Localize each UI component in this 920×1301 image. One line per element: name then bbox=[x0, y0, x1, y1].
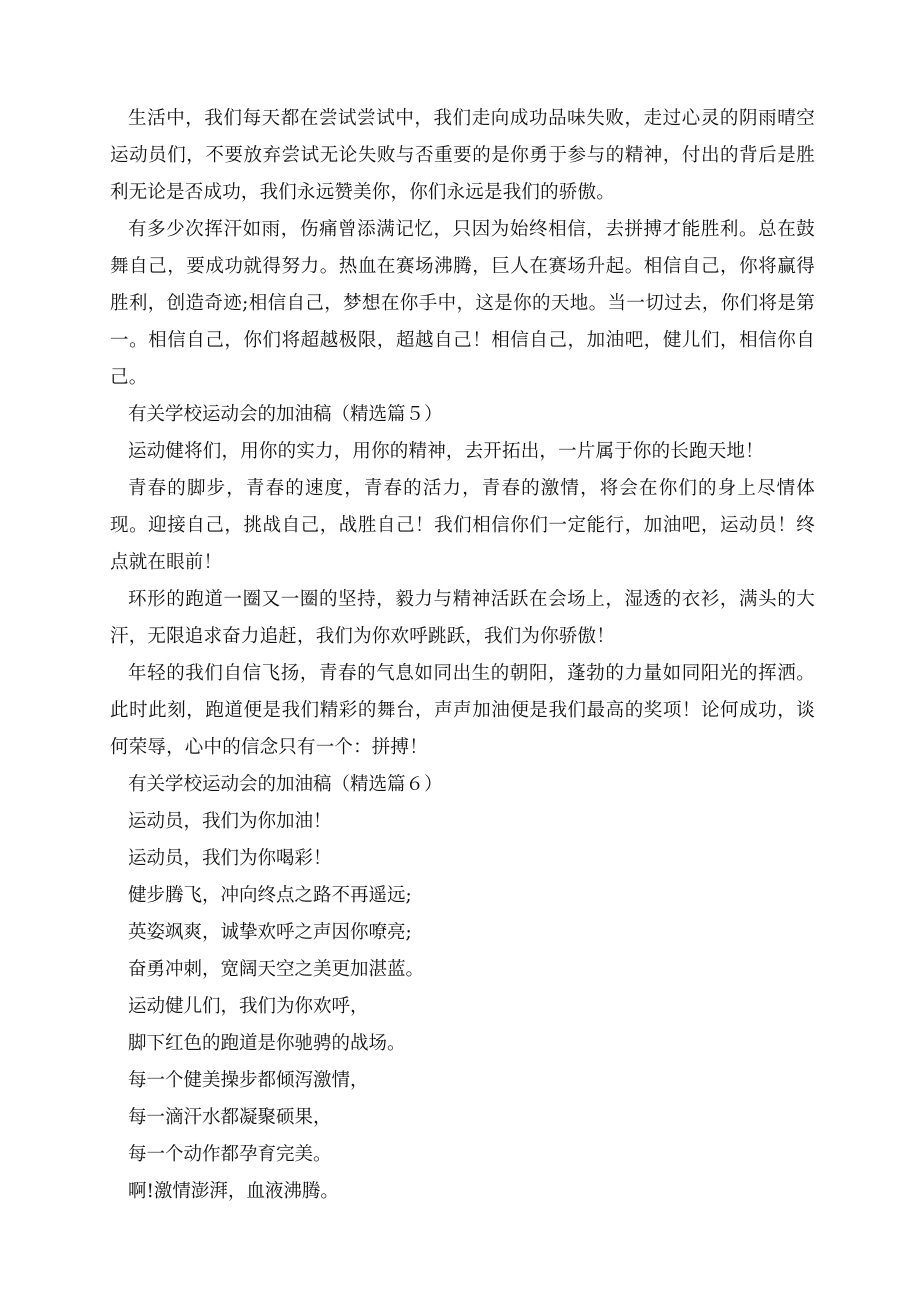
paragraph: 年轻的我们自信飞扬，青春的气息如同出生的朝阳，蓬勃的力量如同阳光的挥洒。此时此刻，跑道便是我们精彩的舞台，声声加油便是我们最高的奖项！论何成功，谈何荣辱，心中的信念只有一个：拼搏！ bbox=[110, 663, 815, 758]
verse-line: 运动健儿们，我们为你欢呼， bbox=[128, 996, 369, 1017]
section-heading: 有关学校运动会的加油稿（精选篇６） bbox=[128, 774, 443, 795]
verse-line: 啊!激情澎湃，血液沸腾。 bbox=[128, 1181, 339, 1202]
paragraph: 生活中，我们每天都在尝试尝试中，我们走向成功品味失败，走过心灵的阴雨晴空运动员们，不要放弃尝试无论失败与否重要的是你勇于参与的精神，付出的背后是胜利无论是否成功，我们永远赞美你，你们永远是我们的骄傲。 bbox=[110, 108, 815, 203]
paragraph: 有多少次挥汗如雨，伤痛曾添满记忆，只因为始终相信，去拼搏才能胜利。总在鼓舞自己，要成功就得努力。热血在赛场沸腾，巨人在赛场升起。相信自己，你将赢得胜利，创造奇迹;相信自己，梦想在你手中，这是你的天地。当一切过去，你们将是第一。相信自己，你们将超越极限，超越自己！相信自己，加油吧，健儿们，相信你自己。 bbox=[110, 219, 815, 388]
verse-line: 运动员，我们为你喝彩！ bbox=[128, 848, 332, 869]
verse-line: 奋勇冲刺，宽阔天空之美更加湛蓝。 bbox=[128, 959, 425, 980]
paragraph: 运动健将们，用你的实力，用你的精神，去开拓出，一片属于你的长跑天地！ bbox=[128, 441, 764, 462]
verse-lines bbox=[110, 803, 815, 1210]
verse-line: 脚下红色的跑道是你驰骋的战场。 bbox=[128, 1033, 406, 1054]
paragraph: 青春的脚步，青春的速度，青春的活力，青春的激情，将会在你们的身上尽情体现。迎接自己，挑战自己，战胜自己！我们相信你们一定能行，加油吧，运动员！终点就在眼前！ bbox=[110, 478, 815, 573]
verse-line: 每一个健美操步都倾泻激情， bbox=[128, 1070, 369, 1091]
verse-line: 健步腾飞，冲向终点之路不再遥远; bbox=[128, 885, 412, 906]
verse-line: 英姿飒爽，诚挚欢呼之声因你嘹亮; bbox=[128, 922, 412, 943]
paragraph: 环形的跑道一圈又一圈的坚持，毅力与精神活跃在会场上，湿透的衣衫，满头的大汗，无限追求奋力追赶，我们为你欢呼跳跃，我们为你骄傲！ bbox=[110, 589, 815, 647]
verse-line: 运动员，我们为你加油！ bbox=[128, 811, 332, 832]
verse-line: 每一个动作都孕育完美。 bbox=[128, 1144, 332, 1165]
section-heading: 有关学校运动会的加油稿（精选篇５） bbox=[128, 404, 443, 425]
verse-line: 每一滴汗水都凝聚硕果， bbox=[128, 1107, 332, 1128]
document-page bbox=[110, 100, 815, 1210]
